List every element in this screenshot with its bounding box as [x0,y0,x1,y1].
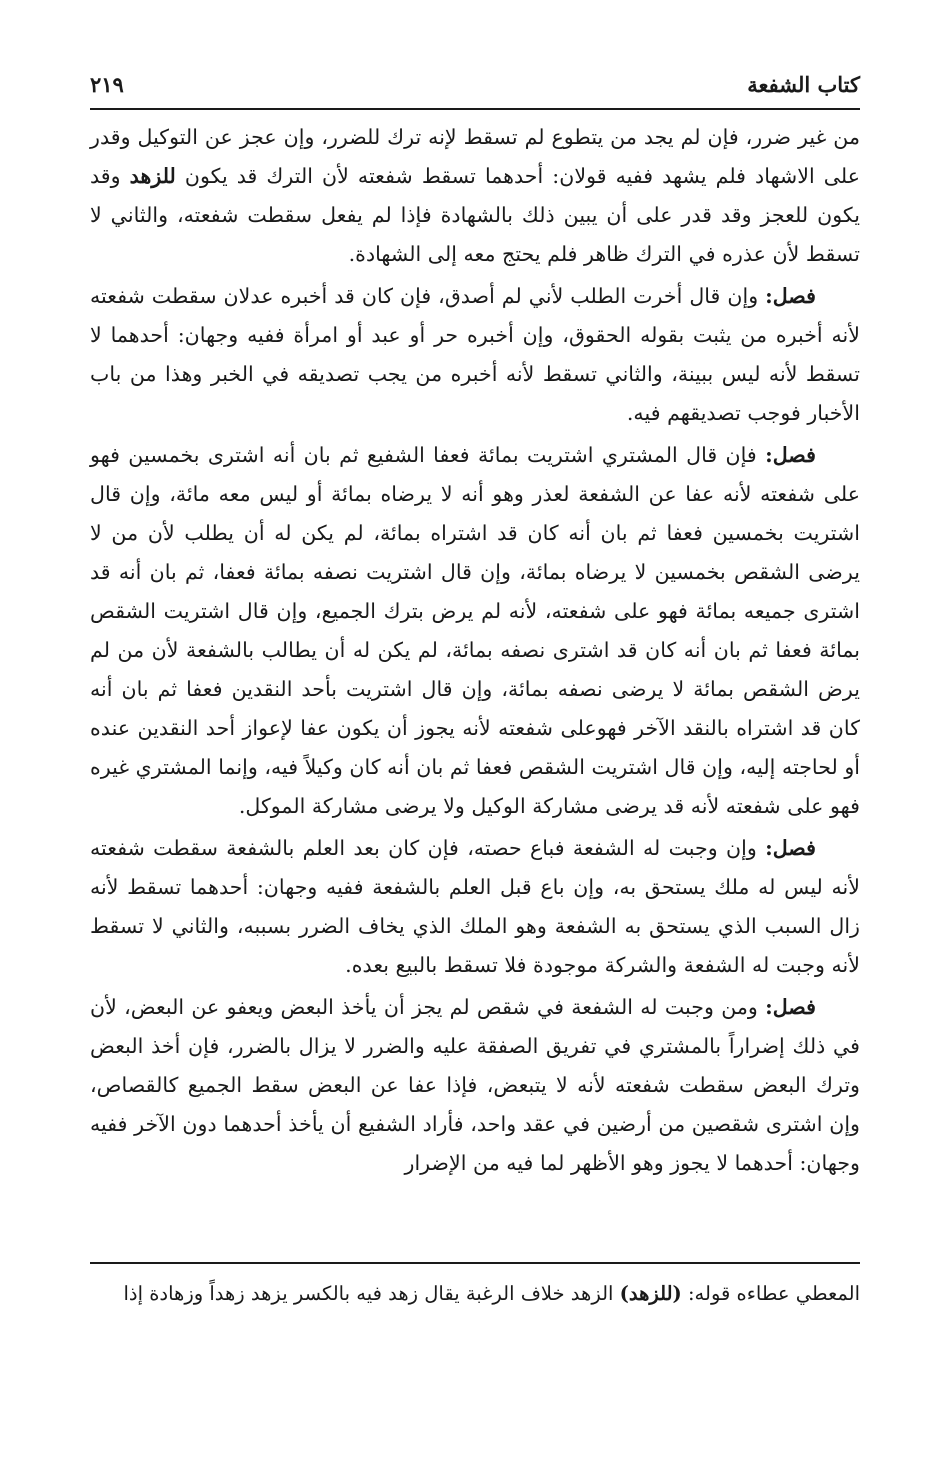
section-label: فصل: [765,284,816,308]
page-number: ٢١٩ [90,72,124,97]
section-paragraph [90,277,860,433]
section-label: فصل: [765,836,816,860]
paragraph-text: ومن وجبت له الشفعة في شقص لم يجز أن يأخذ البعض ويعفو عن البعض، لأن في ذلك إضراراً بالمشتري في تفريق الصفقة عليه والضرر لا يزال بالضرر، فإن أخذ البعض وترك البعض سقطت شفعته لأنه لا يتبعض، فإذا عفا عن البعض سقط الجميع كالقصاص، وإن اشترى شقصين من أرضين في عقد واحد، فأراد الشفيع أن يأخذ أحدهما دون الآخر ففيه وجهان: أحدهما لا يجوز وهو الأظهر لما فيه من الإضرار [90,995,860,1175]
header-divider [90,108,860,110]
footnote-text: الزهد خلاف الرغبة يقال زهد فيه بالكسر يزهد زهداً وزهادة إذا [123,1282,620,1305]
section-label: فصل: [765,443,816,467]
footnote [90,1276,860,1312]
footnote-prefix: المعطي عطاءه قوله: [681,1282,860,1305]
paragraph-continuation [90,118,860,274]
book-page [90,72,860,1183]
paragraph-text: فإن قال المشتري اشتريت بمائة فعفا الشفيع ثم بان أنه اشترى بخمسين فهو على شفعته لأنه عفا عن الشفعة لعذر وهو أنه لا يرضاه بمائة أو ليس معه مائة، وإن قال اشتريت بخمسين فعفا ثم بان أنه كان قد اشتراه بمائة، لم يكن له أن يطلب لأن من لا يرضى الشقص بخمسين لا يرضاه بمائة، وإن قال اشتريت نصفه بمائة فعفا، ثم بان أنه قد اشترى جميعه بمائة فهو على شفعته، لأنه لم يرض بترك الجميع، وإن قال اشتريت الشقص بمائة فعفا ثم بان أنه كان قد اشترى نصفه بمائة، لم يكن له أن يطالب بالشفعة لأن من لم يرض الشقص بمائة لا يرضى نصفه بمائة، وإن قال اشتريت بأحد النقدين فعفا ثم بان أنه كان قد اشتراه بالنقد الآخر فهوعلى شفعته لأنه يجوز أن يكون عفا لإعواز أحد النقدين عنده أو لحاجته إليه، وإن قال اشتريت الشقص فعفا ثم بان أنه كان وكيلاً فيه، وإنما المشتري غيره فهو على شفعته لأنه قد يرضى مشاركة الوكيل ولا يرضى مشاركة الموكل. [90,443,860,818]
footnote-divider [90,1262,860,1264]
section-paragraph [90,436,860,826]
section-label: فصل: [765,995,816,1019]
emphasized-term: للزهد [129,164,176,188]
footnote-term: (للزهد) [619,1282,682,1305]
section-paragraph [90,988,860,1183]
paragraph-text: وإن قال أخرت الطلب لأني لم أصدق، فإن كان قد أخبره عدلان سقطت شفعته لأنه أخبره من يثبت بقوله الحقوق، وإن أخبره حر أو عبد أو امرأة ففيه وجهان: أحدهما لا تسقط لأنه ليس ببينة، والثاني تسقط لأنه أخبره من يجب تصديقه في الخبر وهذا من باب الأخبار فوجب تصديقهم فيه. [90,284,860,425]
page-header [90,72,860,104]
section-paragraph [90,829,860,985]
paragraph-text: من غير ضرر، فإن لم يجد من يتطوع لم تسقط لإنه ترك للضرر، وإن عجز عن التوكيل وقدر على الاشهاد فلم يشهد ففيه قولان: أحدهما تسقط شفعته لأن الترك قد يكون [90,125,861,188]
paragraph-text: وقد يكون للعجز وقد قدر على أن يبين ذلك بالشهادة فإذا لم يفعل سقطت شفعته، والثاني لا تسقط لأن عذره في الترك ظاهر فلم يحتج معه إلى الشهادة. [90,164,860,266]
main-text [90,118,860,1183]
paragraph-text: وإن وجبت له الشفعة فباع حصته، فإن كان بعد العلم بالشفعة سقطت شفعته لأنه ليس له ملك يستحق به، وإن باع قبل العلم بالشفعة ففيه وجهان: أحدهما تسقط لأنه زال السبب الذي يستحق به الشفعة وهو الملك الذي يخاف الضرر بسببه، والثاني لا تسقط لأنه وجبت له الشفعة والشركة موجودة فلا تسقط بالبيع بعده. [90,836,860,977]
book-title: كتاب الشفعة [747,72,860,97]
